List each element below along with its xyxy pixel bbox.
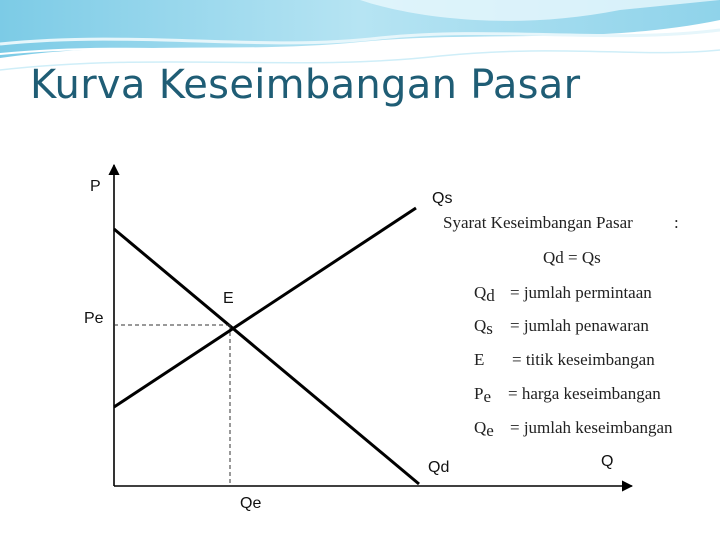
definition-row [474, 316, 649, 338]
conditions-heading: Syarat Keseimbangan Pasar [443, 213, 633, 232]
definition-symbol: Qd [474, 283, 495, 305]
definition-symbol: Pe [474, 384, 492, 406]
definition-row [474, 283, 652, 305]
demand-curve-label: Qd [428, 459, 450, 476]
definition-symbol: Qs [474, 316, 493, 338]
quantity-equilibrium-label: Qe [240, 495, 262, 512]
demand-curve [114, 229, 419, 484]
definition-text: = jumlah penawaran [510, 316, 649, 335]
definition-text: = harga keseimbangan [508, 384, 661, 403]
page-title: Kurva Keseimbangan Pasar [30, 62, 581, 108]
quantity-axis-label: Q [601, 453, 614, 470]
definition-row [474, 384, 661, 406]
supply-curve-label: Qs [432, 190, 453, 207]
definition-text: = jumlah keseimbangan [510, 418, 673, 437]
definition-text: = jumlah permintaan [510, 283, 652, 302]
price-equilibrium-label: Pe [84, 310, 104, 327]
equilibrium-conditions [443, 213, 679, 440]
price-axis-label: P [90, 178, 101, 195]
equilibrium-point-label: E [223, 290, 234, 307]
definition-symbol: E [474, 350, 485, 369]
equilibrium-condition: Qd = Qs [543, 248, 601, 267]
conditions-heading-colon: : [674, 213, 679, 232]
header-banner [0, 0, 720, 70]
supply-curve [114, 208, 416, 407]
definition-symbol: Qe [474, 418, 494, 440]
definition-row [474, 418, 673, 440]
definition-text: = titik keseimbangan [512, 350, 655, 369]
definition-row [474, 350, 655, 369]
